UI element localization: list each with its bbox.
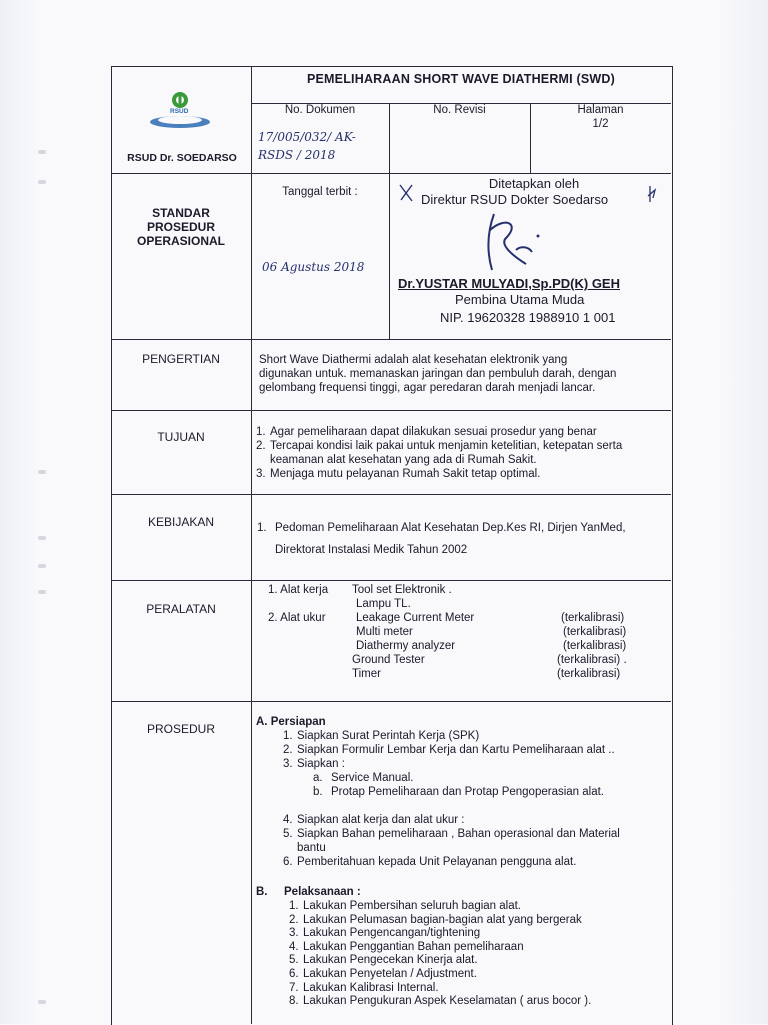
tool-item: Lampu TL. [356, 598, 411, 610]
director-rank: Pembina Utama Muda [455, 292, 585, 307]
kebijakan-list [257, 517, 667, 561]
table-divider [111, 494, 671, 495]
hospital-logo [146, 86, 216, 132]
director-name: Dr.YUSTAR MULYADI,Sp.PD(K) GEH [398, 276, 620, 291]
ditetapkan-label: Ditetapkan oleh [488, 176, 580, 191]
ukur-item: Leakage Current Meter [356, 612, 475, 624]
table-divider [111, 173, 671, 174]
tujuan-label: TUJUAN [157, 430, 205, 444]
kebijakan-label: KEBIJAKAN [147, 515, 215, 529]
calibration-note: (terkalibrasi) . [557, 654, 627, 666]
table-divider [389, 103, 390, 339]
section-b-letter: B. [256, 886, 268, 898]
list-item: 3. Siapkan : [283, 758, 345, 770]
list-item: 4. Siapkan alat kerja dan alat ukur : [283, 814, 465, 826]
list-item: 8. Lakukan Pengukuran Aspek Keselamatan ( arus bocor ). [289, 995, 592, 1008]
tujuan-list [256, 425, 666, 481]
sop-label-line: STANDAR [152, 206, 210, 220]
no-revisi-label: No. Revisi [433, 104, 486, 116]
hospital-name: RSUD Dr. SOEDARSO [127, 152, 237, 164]
table-divider [111, 410, 671, 411]
sop-label [111, 206, 251, 248]
list-item: 5. Siapkan Bahan pemeliharaan , Bahan operasional dan Material [283, 828, 620, 840]
pengertian-label: PENGERTIAN [142, 352, 220, 366]
pengertian-line: digunakan untuk. memanaskan jaringan dan pembuluh darah, dengan [259, 368, 617, 380]
list-item: 6. Lakukan Penyetelan / Adjustment. [289, 967, 477, 980]
no-dokumen-label: No. Dokumen [284, 104, 356, 116]
list-item: 2. Lakukan Pelumasan bagian-bagian alat yang bergerak [289, 913, 582, 926]
calibration-note: (terkalibrasi) [563, 626, 627, 638]
list-item: b. Protap Pemeliharaan dan Protap Pengoperasian alat. [313, 786, 604, 798]
list-item: Direktorat Instalasi Medik Tahun 2002 [275, 544, 468, 556]
halaman-value: 1/2 [592, 118, 609, 130]
pengertian-line: gelombang frequensi tinggi, agar peredaran darah menjadi lancar. [259, 382, 596, 394]
paraf-icon [645, 184, 659, 206]
no-dokumen-value: 17/005/032/ AK- [258, 130, 356, 144]
pelaksanaan-list [289, 900, 669, 1009]
table-divider [111, 580, 671, 581]
tanggal-terbit-label: Tanggal terbit : [282, 186, 358, 198]
halaman-label: Halaman [577, 104, 624, 116]
alat-ukur-label: 2. Alat ukur [268, 612, 326, 624]
list-item: 1. Pedoman Pemeliharaan Alat Kesehatan Dep.Kes RI, Dirjen YanMed, [257, 522, 626, 534]
page-title: PEMELIHARAAN SHORT WAVE DIATHERMI (SWD) [306, 72, 616, 86]
list-item: 4. Lakukan Penggantian Bahan pemeliharaan [289, 940, 524, 953]
list-item: 3. Lakukan Pengencangan/tightening [289, 927, 481, 940]
list-item: 1. Siapkan Surat Perintah Kerja (SPK) [283, 730, 480, 742]
ukur-item: Multi meter [356, 626, 413, 638]
tool-item: Tool set Elektronik . [352, 584, 452, 596]
ukur-item: Diathermy analyzer [356, 640, 456, 652]
direktur-title: Direktur RSUD Dokter Soedarso [421, 192, 609, 207]
alat-kerja-label: 1. Alat kerja [268, 584, 329, 596]
section-a-title: A. Persiapan [256, 716, 326, 728]
calibration-note: (terkalibrasi) [561, 612, 625, 624]
signature-icon [476, 206, 556, 274]
list-item: 1. Agar pemeliharaan dapat dilakukan sesuai prosedur yang benar [256, 426, 597, 438]
persiapan-list [283, 729, 667, 869]
calibration-note: (terkalibrasi) [557, 668, 621, 680]
table-divider [111, 701, 671, 702]
prosedur-label: PROSEDUR [146, 722, 215, 736]
logo-text: RSUD [170, 108, 189, 115]
list-item: 3. Menjaga mutu pelayanan Rumah Sakit tetap optimal. [256, 468, 541, 480]
tanggal-terbit-value: 06 Agustus 2018 [262, 260, 365, 274]
pengertian-line: Short Wave Diathermi adalah alat kesehatan elektronik yang [259, 354, 568, 366]
table-divider [251, 66, 252, 1024]
list-item: a. Service Manual. [313, 772, 414, 784]
section-b-title: Pelaksanaan : [284, 886, 361, 898]
ukur-item: Ground Tester [352, 654, 425, 666]
calibration-note: (terkalibrasi) [563, 640, 627, 652]
list-item: 7. Lakukan Kalibrasi Internal. [289, 981, 439, 994]
ukur-item: Timer [352, 668, 381, 680]
no-dokumen-value-2: RSDS / 2018 [258, 148, 336, 162]
peralatan-label: PERALATAN [146, 602, 216, 616]
director-nip: NIP. 19620328 1988910 1 001 [440, 310, 616, 325]
sop-label-line: OPERASIONAL [136, 234, 225, 248]
list-item: 2. Tercapai kondisi laik pakai untuk menjamin ketelitian, ketepatan serta [256, 440, 623, 452]
list-item: 5. Lakukan Pengecekan Kinerja alat. [289, 954, 478, 967]
list-item: 1. Lakukan Pembersihan seluruh bagian alat. [289, 900, 522, 912]
sop-label-line: PROSEDUR [146, 220, 215, 234]
list-item: keamanan alat kesehatan yang ada di Rumah Sakit. [270, 454, 537, 466]
pengertian-text [259, 353, 663, 395]
list-item: 2. Siapkan Formulir Lembar Kerja dan Kartu Pemeliharaan alat .. [283, 744, 615, 756]
table-divider [111, 339, 671, 340]
list-item: 6. Pemberitahuan kepada Unit Pelayanan pengguna alat. [283, 856, 577, 868]
list-item: bantu [297, 842, 326, 854]
